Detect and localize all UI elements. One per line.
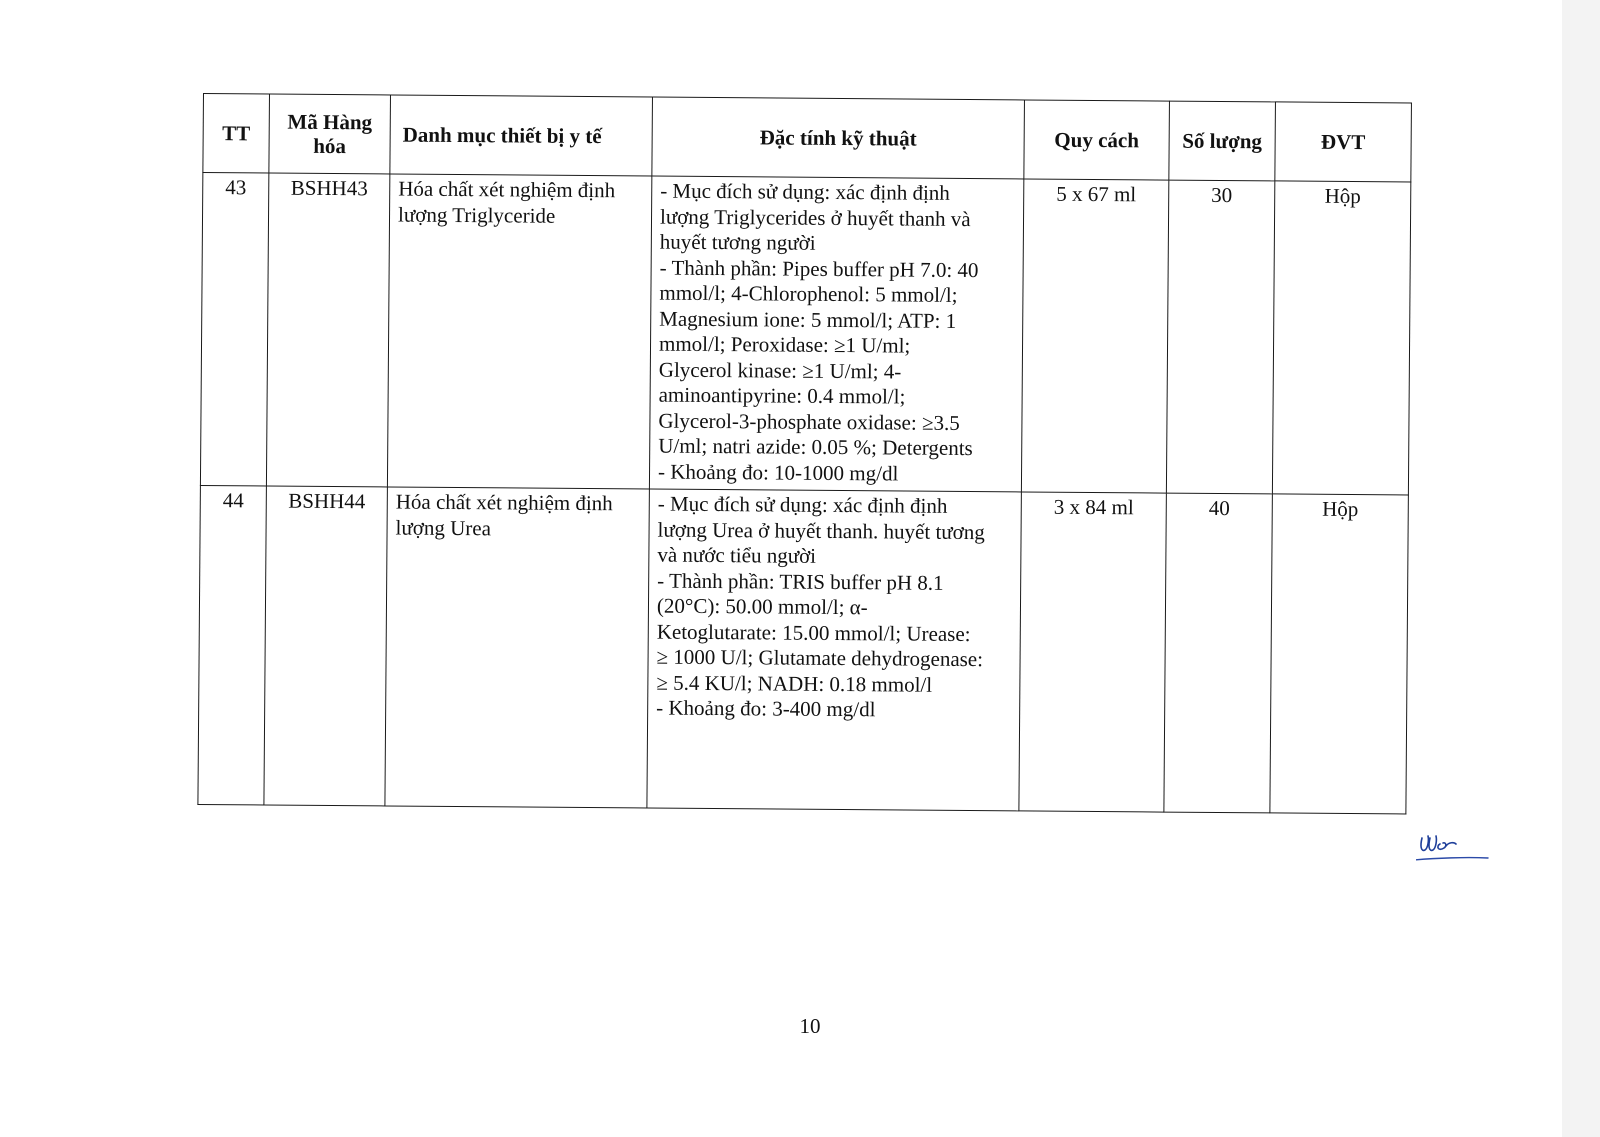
header-ma-hang-hoa-line2: hóa [313, 133, 347, 159]
name-line: lượng Urea [395, 515, 492, 540]
spec-line: (20°C): 50.00 mmol/l; α- [656, 593, 868, 620]
name-line: lượng Triglyceride [397, 202, 556, 228]
spec-line: - Khoảng đo: 10-1000 mg/dl [657, 459, 899, 485]
table-row [200, 173, 1410, 495]
handwritten-initials [1416, 828, 1496, 868]
cell-ma-hang-hoa: BSHH43 [266, 173, 389, 487]
cell-dac-tinh [647, 489, 1021, 811]
cell-danh-muc [385, 487, 649, 808]
spec-line: Magnesium ione: 5 mmol/l; ATP: 1 [659, 306, 957, 333]
table-row [198, 485, 1408, 813]
cell-quy-cach: 5 x 67 ml [1021, 179, 1168, 493]
spec-line: mmol/l; 4-Chlorophenol: 5 mmol/l; [659, 280, 958, 307]
cell-dvt: Hộp [1270, 494, 1409, 814]
spec-line: - Thành phần: TRIS buffer pH 8.1 [657, 568, 944, 595]
header-quy-cach: Quy cách [1024, 100, 1170, 180]
cell-dac-tinh [649, 176, 1023, 492]
spec-line: - Mục đích sử dụng: xác định định [660, 178, 950, 205]
header-dac-tinh: Đặc tính kỹ thuật [652, 97, 1025, 179]
cell-tt: 44 [198, 485, 267, 805]
name-line: Hóa chất xét nghiệm định [398, 176, 616, 203]
cell-so-luong: 30 [1166, 180, 1274, 494]
header-dvt: ĐVT [1275, 102, 1412, 182]
cell-dvt: Hộp [1272, 181, 1410, 495]
cell-danh-muc [387, 174, 651, 489]
page-number: 10 [799, 1014, 821, 1038]
header-danh-muc: Danh mục thiết bị y tế [390, 95, 653, 176]
cell-quy-cach: 3 x 84 ml [1019, 492, 1167, 812]
spec-line: huyết tương người [659, 229, 816, 255]
table-header-row [203, 94, 1412, 182]
name-line: Hóa chất xét nghiệm định [395, 489, 613, 516]
cell-tt: 43 [200, 173, 268, 487]
spec-line: - Khoảng đo: 3-400 mg/dl [656, 695, 876, 722]
spec-line: lượng Triglycerides ở huyết thanh và [659, 204, 971, 231]
header-ma-hang-hoa [269, 94, 391, 174]
spec-line: ≥ 1000 U/l; Glutamate dehydrogenase: [656, 644, 984, 672]
spec-line: - Thành phần: Pipes buffer pH 7.0: 40 [659, 255, 979, 282]
equipment-spec-table [197, 93, 1412, 814]
spec-line: aminoantipyrine: 0.4 mmol/l; [658, 382, 906, 409]
spec-line: ≥ 5.4 KU/l; NADH: 0.18 mmol/l [656, 670, 933, 697]
spec-line: mmol/l; Peroxidase: ≥1 U/ml; [658, 331, 911, 358]
header-tt: TT [203, 94, 270, 174]
cell-ma-hang-hoa: BSHH44 [264, 486, 388, 806]
spec-line: lượng Urea ở huyết thanh. huyết tương [657, 517, 985, 544]
spec-line: Glycerol kinase: ≥1 U/ml; 4- [658, 357, 902, 383]
spec-line: Ketoglutarate: 15.00 mmol/l; Urease: [656, 619, 971, 646]
spec-line: và nước tiểu người [657, 542, 817, 568]
spec-line: Glycerol-3-phosphate oxidase: ≥3.5 [658, 408, 960, 435]
header-so-luong: Số lượng [1169, 101, 1276, 181]
spec-line: - Mục đích sử dụng: xác định định [657, 491, 948, 518]
header-ma-hang-hoa-line1: Mã Hàng [287, 109, 373, 135]
scan-page-edge [1562, 0, 1600, 1137]
spec-line: U/ml; natri azide: 0.05 %; Detergents [658, 433, 973, 461]
cell-so-luong: 40 [1164, 493, 1273, 813]
